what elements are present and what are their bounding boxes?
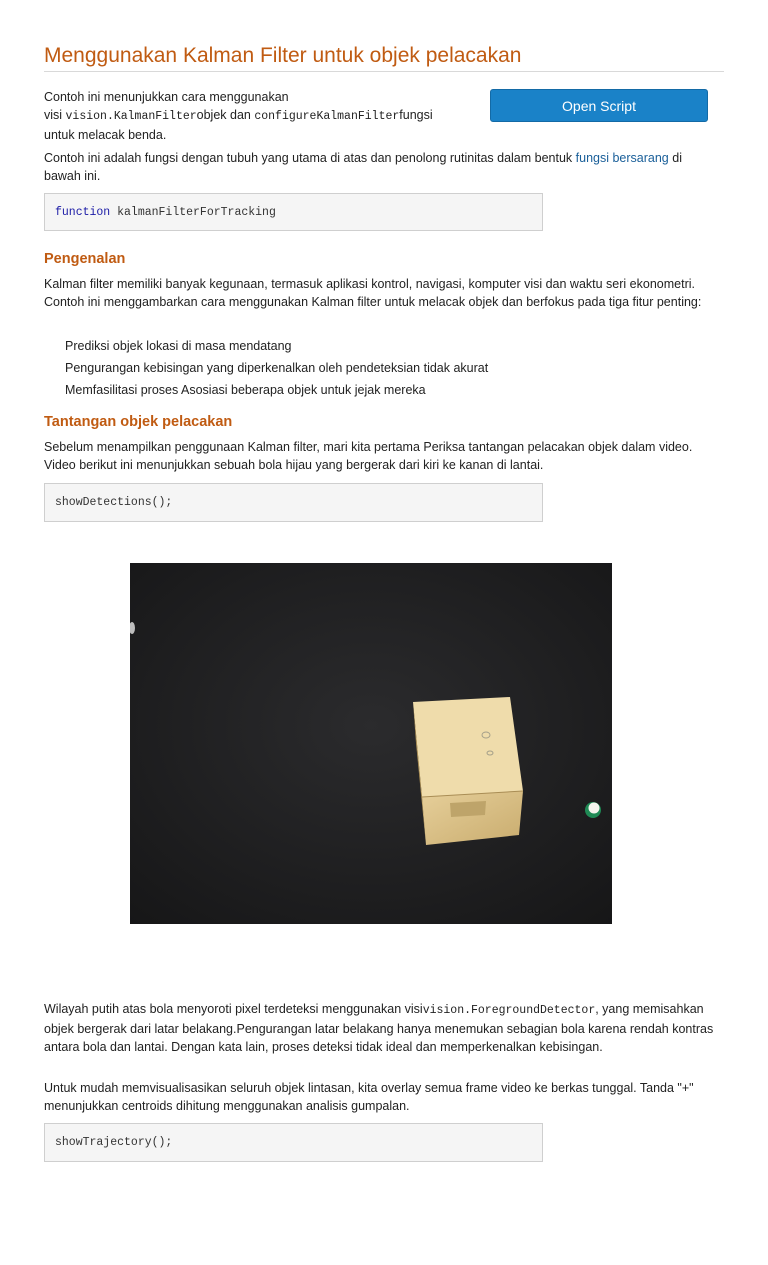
intro-pre: visi (44, 108, 66, 122)
helper-text: Contoh ini adalah fungsi dengan tubuh yang utama di atas dan penolong rutinitas dalam bentuk (44, 151, 576, 165)
floor-background (130, 563, 612, 924)
intro-line1: Contoh ini menunjukkan cara menggunakan (44, 90, 289, 104)
nested-functions-link[interactable]: fungsi bersarang (575, 151, 669, 165)
list-item: Pengurangan kebisingan yang diperkenalkan oleh pendeteksian tidak akurat (65, 361, 489, 375)
code-block-show-detections: showDetections(); (44, 483, 543, 522)
video-frame-drawing (130, 563, 612, 924)
intro-paragraph (44, 88, 464, 144)
section-heading-intro: Pengenalan (44, 251, 126, 267)
detection-pre: Wilayah putih atas bola menyoroti pixel terdeteksi menggunakan visi (44, 1002, 423, 1016)
intro-code-kalmanfilter: vision.KalmanFilter (65, 110, 197, 123)
code-block-show-trajectory: showTrajectory(); (44, 1123, 543, 1162)
helper-line2: bawah ini. (44, 169, 101, 183)
list-item: Prediksi objek lokasi di masa mendatang (65, 339, 292, 353)
helper-paragraph (44, 149, 722, 185)
intro-post: fungsi (399, 108, 433, 122)
code-keyword: function (55, 206, 111, 219)
intro-code-configure: configureKalmanFilter (254, 110, 400, 123)
detection-post: , yang memisahkan objek bergerak dari latar belakang.Pengurangan latar belakang hanya menemukan sebagian bola karena rendah kontras antara bola dan lantai. Dengan kata lain, proses deteksi tidak ideal dan memperkenalkan kebisingan. (44, 1002, 714, 1054)
section-heading-challenge: Tantangan objek pelacakan (44, 414, 233, 430)
detection-paragraph (44, 1000, 714, 1056)
intro-mid: objek dan (196, 108, 255, 122)
trajectory-paragraph: Untuk mudah memvisualisasikan seluruh objek lintasan, kita overlay semua frame video ke berkas tunggal. Tanda "+" menunjukkan centroids dihitung menggunakan analisis gumpalan. (44, 1081, 694, 1113)
detection-code-foreground: vision.ForegroundDetector (422, 1004, 596, 1017)
code-block-function (44, 193, 543, 231)
green-ball (585, 802, 601, 818)
video-frame-image (130, 563, 612, 924)
section-intro-body: Kalman filter memiliki banyak kegunaan, termasuk aplikasi kontrol, navigasi, komputer visi dan waktu seri ekonometri. Contoh ini menggambarkan cara menggunakan Kalman filter untuk melacak objek dan berfokus pada tiga fitur penting: (44, 277, 702, 309)
helper-after: di (668, 151, 682, 165)
code-function-name: kalmanFilterForTracking (110, 206, 276, 219)
section-challenge-body: Sebelum menampilkan penggunaan Kalman filter, mari kita pertama Periksa tantangan pelacakan objek dalam video. Video berikut ini menunjukkan sebuah bola hijau yang bergerak dari kiri ke kanan di lantai. (44, 440, 693, 472)
page-title: Menggunakan Kalman Filter untuk objek pelacakan (44, 43, 724, 72)
feature-list (65, 337, 488, 403)
open-script-button[interactable]: Open Script (490, 89, 708, 122)
list-item: Memfasilitasi proses Asosiasi beberapa objek untuk jejak mereka (65, 383, 426, 397)
intro-line3: untuk melacak benda. (44, 128, 167, 142)
cardboard-box (413, 697, 523, 845)
